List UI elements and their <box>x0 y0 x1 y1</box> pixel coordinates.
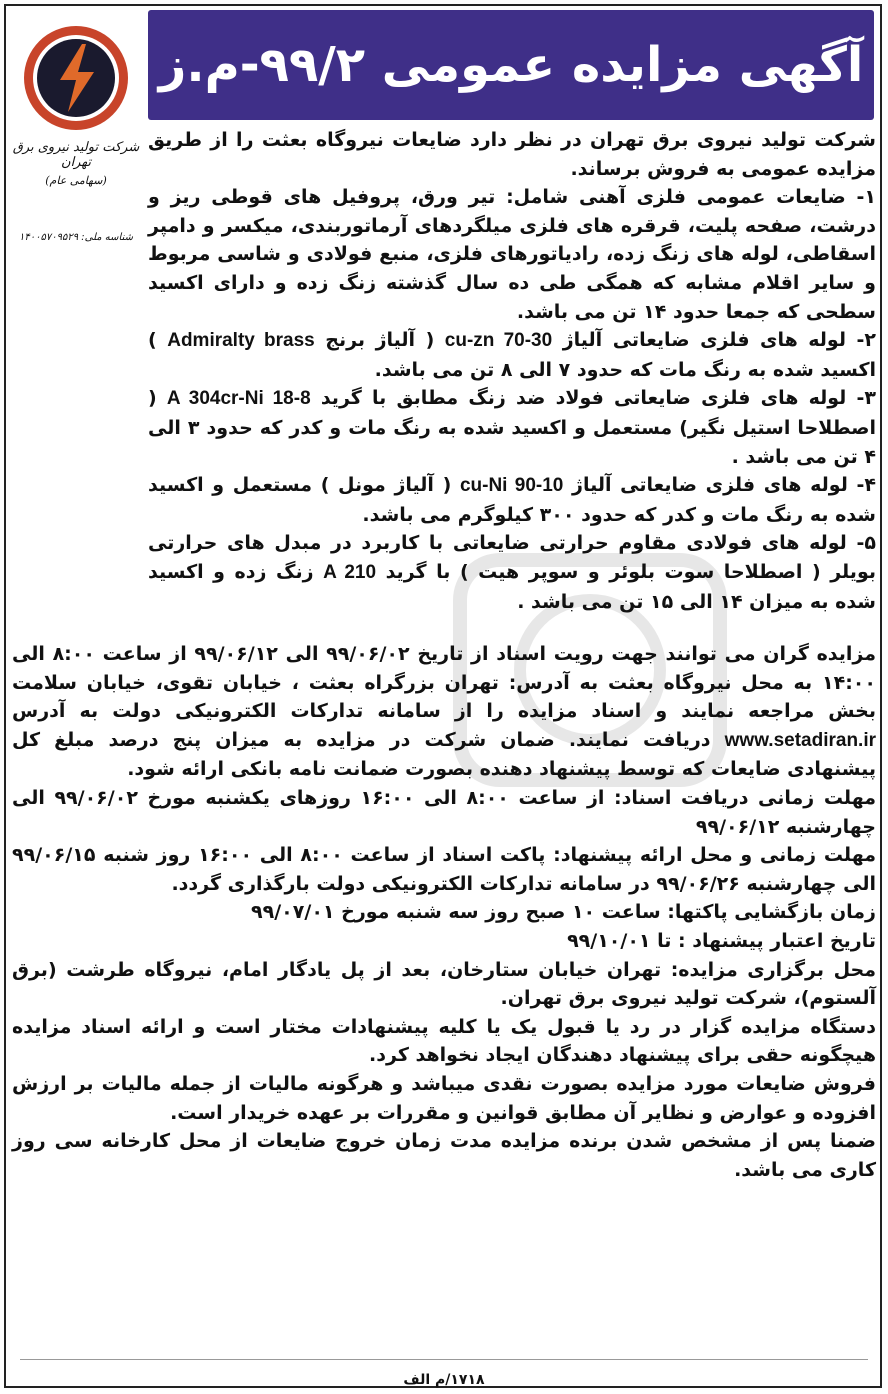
setad-url-link[interactable]: www.setadiran.ir <box>724 729 876 751</box>
notice-title: آگهی مزایده عمومی ۹۹/۲-م.ز <box>158 37 864 93</box>
item-2 <box>148 326 876 384</box>
footer-divider <box>20 1359 868 1360</box>
item-2-text-b: ( آلیاژ برنج <box>314 329 445 352</box>
item-5-text-b: زنگ زده و اکسید شده به میزان ۱۴ الی ۱۵ تن می باشد . <box>148 560 876 613</box>
item-5 <box>148 529 876 616</box>
visit-text-a: مزایده گران می توانند جهت رویت اسناد از تاریخ ۹۹/۰۶/۰۲ الی ۹۹/۰۶/۱۲ از ساعت ۸:۰۰ الی ۱۴:۰۰ به محل نیروگاه بعثت به آدرس: تهران بزرگراه بعثت ، خیابان تقوی، خیابان سلامت بخش مراجعه نمایند و اسناد مزایده را از سامانه تدارکات الکترونیکی دولت به آدرس <box>12 643 876 723</box>
offer-validity: تاریخ اعتبار پیشنهاد : تا ۹۹/۱۰/۰۱ <box>567 929 876 952</box>
rights-clause: دستگاه مزایده گزار در رد یا قبول یک یا کلیه پیشنهادات مختار است و ارائه اسناد مزایده هیچگونه حقی برای پیشنهاد دهندگان ایجاد نخواهد کرد. <box>12 1015 876 1067</box>
item-2-text-a: ۲- لوله های فلزی ضایعاتی آلیاژ <box>552 329 876 352</box>
company-name: شرکت تولید نیروی برق تهران <box>12 140 140 170</box>
title-banner <box>148 10 874 120</box>
power-company-logo-icon <box>20 22 132 134</box>
company-national-id: شناسه ملی: ۱۴۰۰۵۷۰۹۵۲۹ <box>18 232 133 243</box>
intro-paragraph: شرکت تولید نیروی برق تهران در نظر دارد ضایعات نیروگاه بعثت را از طریق مزایده عمومی به فروش برساند. <box>148 129 876 180</box>
item-4 <box>148 471 876 529</box>
visit-text-b: دریافت نمایند. ضمان شرکت در مزایده به میزان پنج درصد مبلغ کل پیشنهادی ضایعات که توسط پیشنهاد دهنده بصورت ضمانت نامه بانکی ارائه شود. <box>12 728 876 781</box>
item-5-text-a: ۵- لوله های فولادی مقاوم حرارتی ضایعاتی با کاربرد در مبدل های حرارتی بویلر ( اصطلاحا سوت بلوئر و سوپر هیت ) با گرید <box>148 532 876 583</box>
docs-deadline: مهلت زمانی دریافت اسناد: از ساعت ۸:۰۰ الی ۱۶:۰۰ روزهای یکشنبه مورخ ۹۹/۰۶/۰۲ الی چهارشنبه ۹۹/۰۶/۱۲ <box>12 786 876 838</box>
footer-code: ۱۷۱۸/م الف <box>403 1372 485 1388</box>
company-type: (سهامی عام) <box>45 174 107 187</box>
offer-deadline: مهلت زمانی و محل ارائه پیشنهاد: پاکت اسناد از ساعت ۸:۰۰ الی ۱۶:۰۰ روز شنبه ۹۹/۰۶/۱۵ الی چهارشنبه ۹۹/۰۶/۲۶ در سامانه تدارکات الکترونیکی دولت بارگذاری گردد. <box>12 844 876 895</box>
company-logo-block <box>8 10 144 250</box>
item-2-text-c: ) اکسید شده به رنگ مات که حدود ۷ الی ۸ تن می باشد. <box>148 329 876 381</box>
item-3-text-a: ۳- لوله های فلزی ضایعاتی فولاد ضد زنگ مطابق با گرید <box>310 387 876 410</box>
item-5-grade: A 210 <box>323 561 377 583</box>
notice-body-top <box>148 126 876 616</box>
notice-body-bottom <box>12 640 876 1184</box>
sale-terms: فروش ضایعات مورد مزایده بصورت نقدی میباشد و هرگونه مالیات از جمله مالیات بر ارزش افزوده و عوارض و نظایر آن مطابق قوانین و مقررات بر عهده خریدار است. <box>12 1072 876 1124</box>
item-3-grade: A 304cr-Ni 18-8 <box>166 388 311 410</box>
item-2-alloy: cu-zn 70-30 <box>444 330 553 352</box>
item-1: ۱- ضایعات عمومی فلزی آهنی شامل: تیر ورق، پروفیل های قوطی ریز و درشت، صفحه پلیت، قرقره های فلزی میلگردهای آرماتوربندی، میکسر و دامپر اسقاطی، لوله های زنگ زده، رادیاتورهای فلزی، منبع فولادی و شاسی مربوط و سایر اقلام مشابه که همگی طی ده سال گذشته زنگ زده و دارای اکسید سطحی که جمعا حدود ۱۴ تن می باشد. <box>148 186 876 323</box>
item-3-text-b: ( اصطلاحا استیل نگیر) مستعمل و اکسید شده به رنگ مات و کدر که حدود ۳ الی ۴ تن می باشد . <box>148 387 877 468</box>
item-4-text-a: ۴- لوله های فلزی ضایعاتی آلیاژ <box>563 474 877 497</box>
item-4-alloy: cu-Ni 90-10 <box>459 475 564 497</box>
item-4-text-b: ( آلیاژ مونل ) مستعمل و اکسید شده به رنگ مات و کدر که حدود ۳۰۰ کیلوگرم می باشد. <box>148 474 876 526</box>
item-3 <box>148 384 876 471</box>
opening-time: زمان بازگشایی پاکتها: ساعت ۱۰ صبح روز سه شنبه مورخ ۹۹/۰۷/۰۱ <box>251 901 876 924</box>
removal-terms: ضمنا پس از مشخص شدن برنده مزایده مدت زمان خروج ضایعات از محل کارخانه سی روز کاری می باشد. <box>12 1130 876 1181</box>
auction-venue: محل برگزاری مزایده: تهران خیابان ستارخان، بعد از پل یادگار امام، نیروگاه طرشت (برق آلستوم)، شرکت تولید نیروی برق تهران. <box>12 958 876 1010</box>
visit-paragraph <box>12 640 876 784</box>
item-2-brass: Admiralty brass <box>167 330 315 352</box>
